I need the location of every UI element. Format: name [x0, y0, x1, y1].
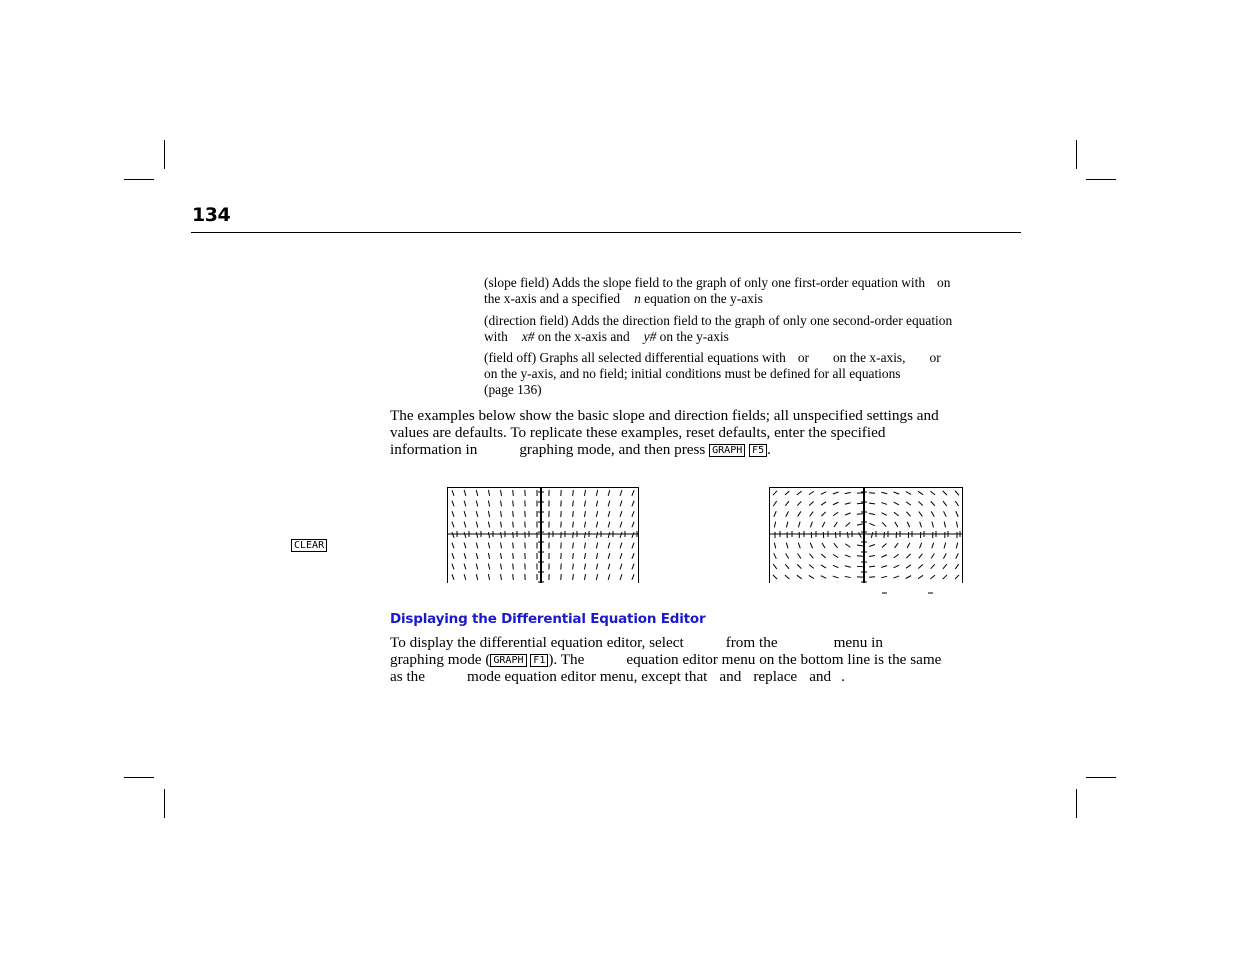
crop-mark: [1086, 179, 1116, 180]
direction-field-marks: [769, 487, 963, 583]
crop-mark: [164, 140, 165, 169]
crop-mark: [1076, 140, 1077, 169]
crop-mark: [124, 179, 154, 180]
crop-mark: [164, 789, 165, 818]
clear-key: CLEAR: [291, 539, 327, 552]
slope-field-plot: [447, 487, 639, 583]
crop-mark: [1076, 789, 1077, 818]
crop-mark: [1086, 777, 1116, 778]
page-number: 134: [192, 204, 231, 226]
field-off-description: (field off) Graphs all selected differential equations with or on the x-axis, or on the y-axis, and no field; initial conditions must be defined for all equations (page 136): [484, 350, 941, 397]
direction-field-description: (direction field) Adds the direction field to the graph of only one second-order equation with x# on the x-axis and y# on the y-axis: [484, 313, 953, 344]
graph-key: GRAPH: [490, 654, 526, 667]
direction-field-plot: [769, 487, 963, 583]
graph-key: GRAPH: [709, 444, 745, 457]
crop-mark: [124, 777, 154, 778]
slope-field-marks: [447, 487, 639, 583]
section-paragraph: To display the differential equation editor, select from the menu in graphing mode ( GRAPH F1 ). The equation editor menu on the bottom line is the same as the mode equation editor menu, except that and replace and .: [390, 634, 942, 685]
f5-key: F5: [749, 444, 767, 457]
slope-field-description: (slope field) Adds the slope field to the graph of only one first-order equation with on the x-axis and a specified n equation on the y-axis: [484, 275, 951, 306]
section-heading: Displaying the Differential Equation Editor: [390, 611, 706, 627]
intro-paragraph: The examples below show the basic slope and direction fields; all unspecified settings and values are defaults. To replicate these examples, reset defaults, enter the specified information in graphing mode, and then press GRAPH F5 .: [390, 407, 939, 458]
tick-marks: [880, 588, 940, 594]
f1-key: F1: [530, 654, 548, 667]
header-rule: [191, 232, 1021, 233]
